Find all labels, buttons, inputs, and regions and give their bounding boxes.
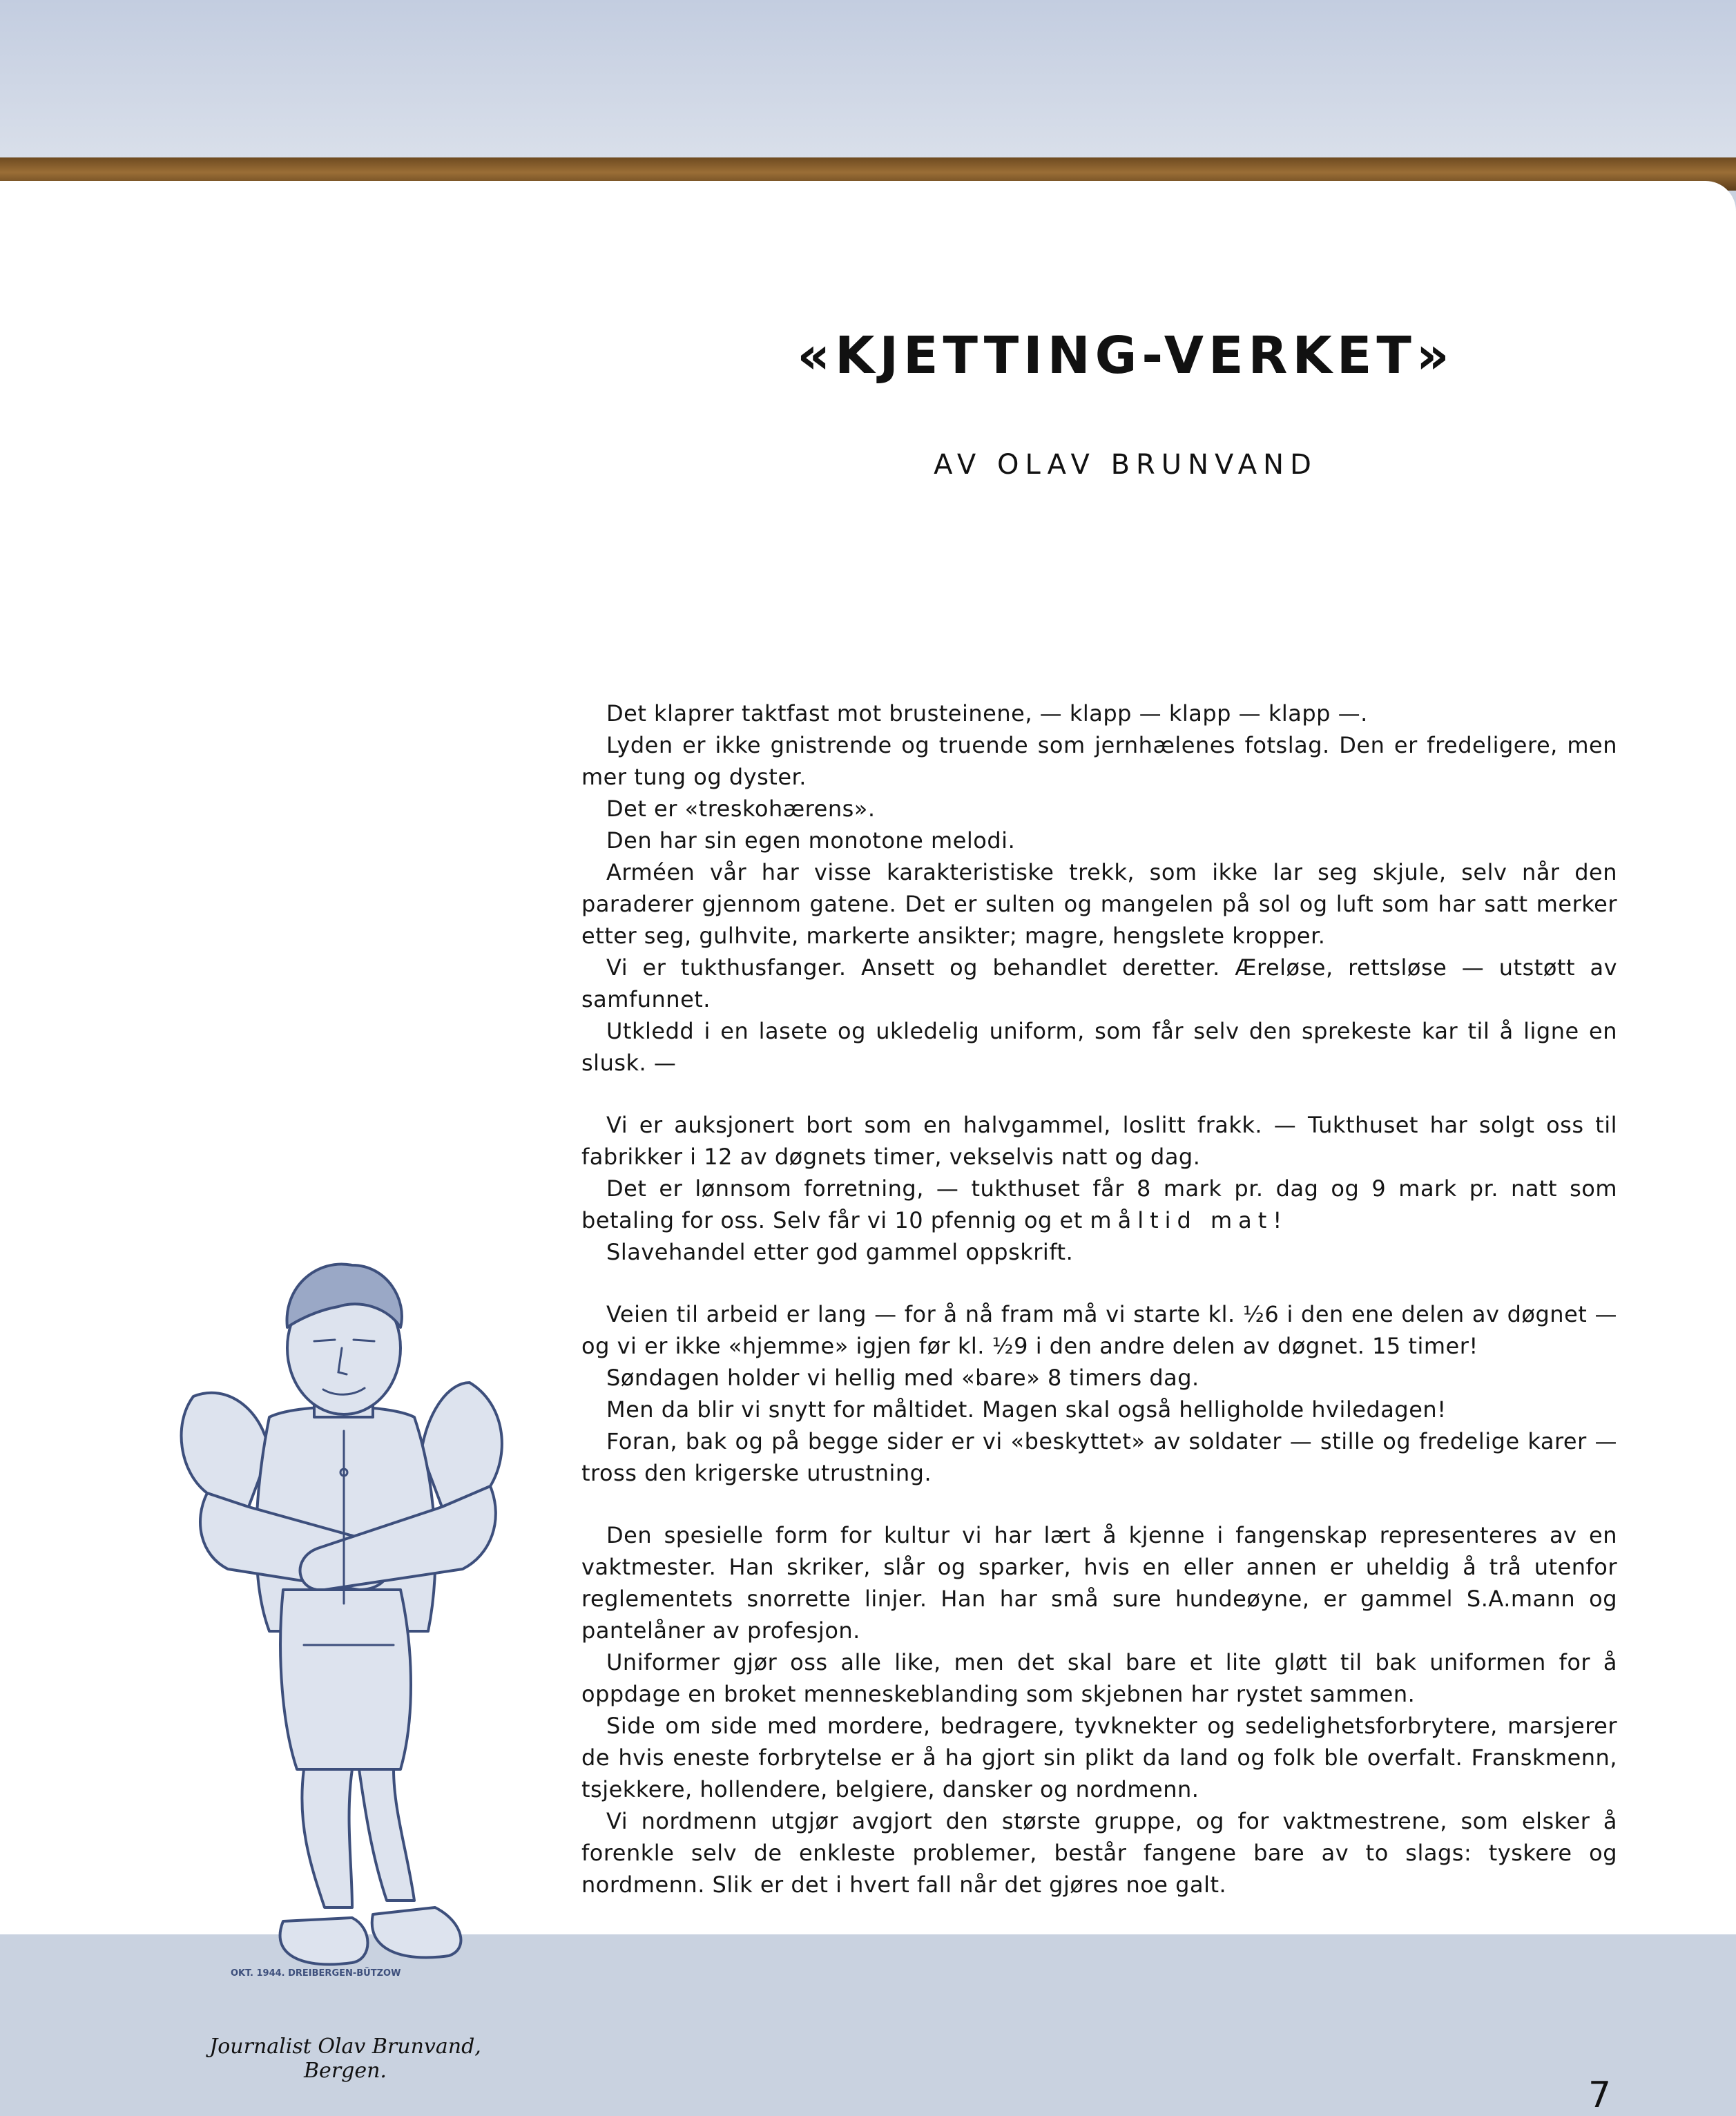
body-paragraph: Vi er auksjonert bort som en halvgammel, loslitt frakk. — Tukthuset har solgt oss til fabrikker i 12 av døgnets timer, vekselvis natt og dag. xyxy=(581,1112,1617,1170)
body-paragraph: Utkledd i en lasete og ukledelig uniform, som får selv den sprekeste kar til å ligne en slusk. — xyxy=(581,1018,1617,1076)
body-paragraph: Lyden er ikke gnistrende og truende som jernhælenes fotslag. Den er fredeligere, men mer tung og dyster. xyxy=(581,732,1617,790)
body-paragraph: Side om side med mordere, bedragere, tyvknekter og sedelighetsforbrytere, marsjerer de hvis eneste forbrytelse er å ha gjort sin plikt da land og folk ble overfalt. Franskmenn, tsjekkere, hollendere, belgiere, dansker og nordmenn. xyxy=(581,1713,1617,1802)
illustration-caption: Journalist Olav Brunvand, Bergen. xyxy=(209,2035,481,2083)
body-paragraph: Vi nordmenn utgjør avgjort den største gruppe, og for vaktmestrene, som elsker å forenkle selv de enkleste problemer, består fangene bare av to slags: tyskere og nordmenn. Slik er det i hvert fall når det gjøres noe galt. xyxy=(581,1808,1617,1898)
body-paragraph: Det er «treskohærens». xyxy=(606,796,876,822)
book-page xyxy=(0,181,1736,2116)
emphasized-text: måltid mat! xyxy=(1090,1207,1289,1233)
body-paragraph: Vi er tukthusfanger. Ansett og behandlet deretter. Æreløse, rettsløse — utstøtt av samfunnet. xyxy=(581,954,1617,1012)
section-break xyxy=(581,1268,1617,1298)
body-text-run: Det er lønnsom forretning, — tukthuset får 8 mark pr. dag og 9 mark pr. natt som betaling for oss. Selv får vi 10 pfennig og et xyxy=(581,1175,1617,1233)
scan-background xyxy=(0,0,1736,159)
body-paragraph: Den har sin egen monotone melodi. xyxy=(606,827,1016,854)
section-break xyxy=(581,1079,1617,1109)
artist-signature: OKT. 1944. DREIBERGEN-BÜTZOW xyxy=(231,1968,401,1979)
body-paragraph: Søndagen holder vi hellig med «bare» 8 timers dag. xyxy=(606,1365,1199,1391)
section-break xyxy=(581,1489,1617,1519)
page-number: 7 xyxy=(1588,2075,1612,2116)
body-paragraph: Det klaprer taktfast mot brusteinene, — klapp — klapp — klapp —. xyxy=(606,700,1368,727)
body-paragraph: Uniformer gjør oss alle like, men det skal bare et lite gløtt til bak uniformen for å oppdage en broket menneskeblanding som skjebnen har rystet sammen. xyxy=(581,1649,1617,1707)
body-paragraph: Arméen vår har visse karakteristiske trekk, som ikke lar seg skjule, selv når den paraderer gjennom gatene. Det er sulten og mangelen på sol og luft som har satt merker etter seg, gulhvite, markerte ansikter; magre, hengslete kropper. xyxy=(581,859,1617,949)
caricature-portrait-icon xyxy=(166,1244,525,2018)
body-paragraph: Slavehandel etter god gammel oppskrift. xyxy=(606,1239,1074,1265)
article-body xyxy=(581,698,1617,1901)
body-paragraph: Foran, bak og på begge sider er vi «beskyttet» av soldater — stille og fredelige karer — tross den krigerske utrustning. xyxy=(581,1428,1617,1486)
body-paragraph: Men da blir vi snytt for måltidet. Magen skal også helligholde hviledagen! xyxy=(606,1396,1447,1423)
author-line: AV OLAV BRUNVAND xyxy=(934,449,1318,481)
body-paragraph xyxy=(581,1173,1617,1236)
body-paragraph: Den spesielle form for kultur vi har lært å kjenne i fangenskap representeres av en vaktmester. Han skriker, slår og sparker, hvis en eller annen er uheldig å trå utenfor reglementets snorrette linjer. Han har små sure hundeøyne, er gammel S.A.mann og pantelåner av profesjon. xyxy=(581,1522,1617,1644)
article-title: «KJETTING-VERKET» xyxy=(797,326,1454,385)
body-paragraph: Veien til arbeid er lang — for å nå fram må vi starte kl. ½6 i den ene delen av døgnet — og vi er ikke «hjemme» igjen før kl. ½9 i den andre delen av døgnet. 15 timer! xyxy=(581,1301,1617,1359)
